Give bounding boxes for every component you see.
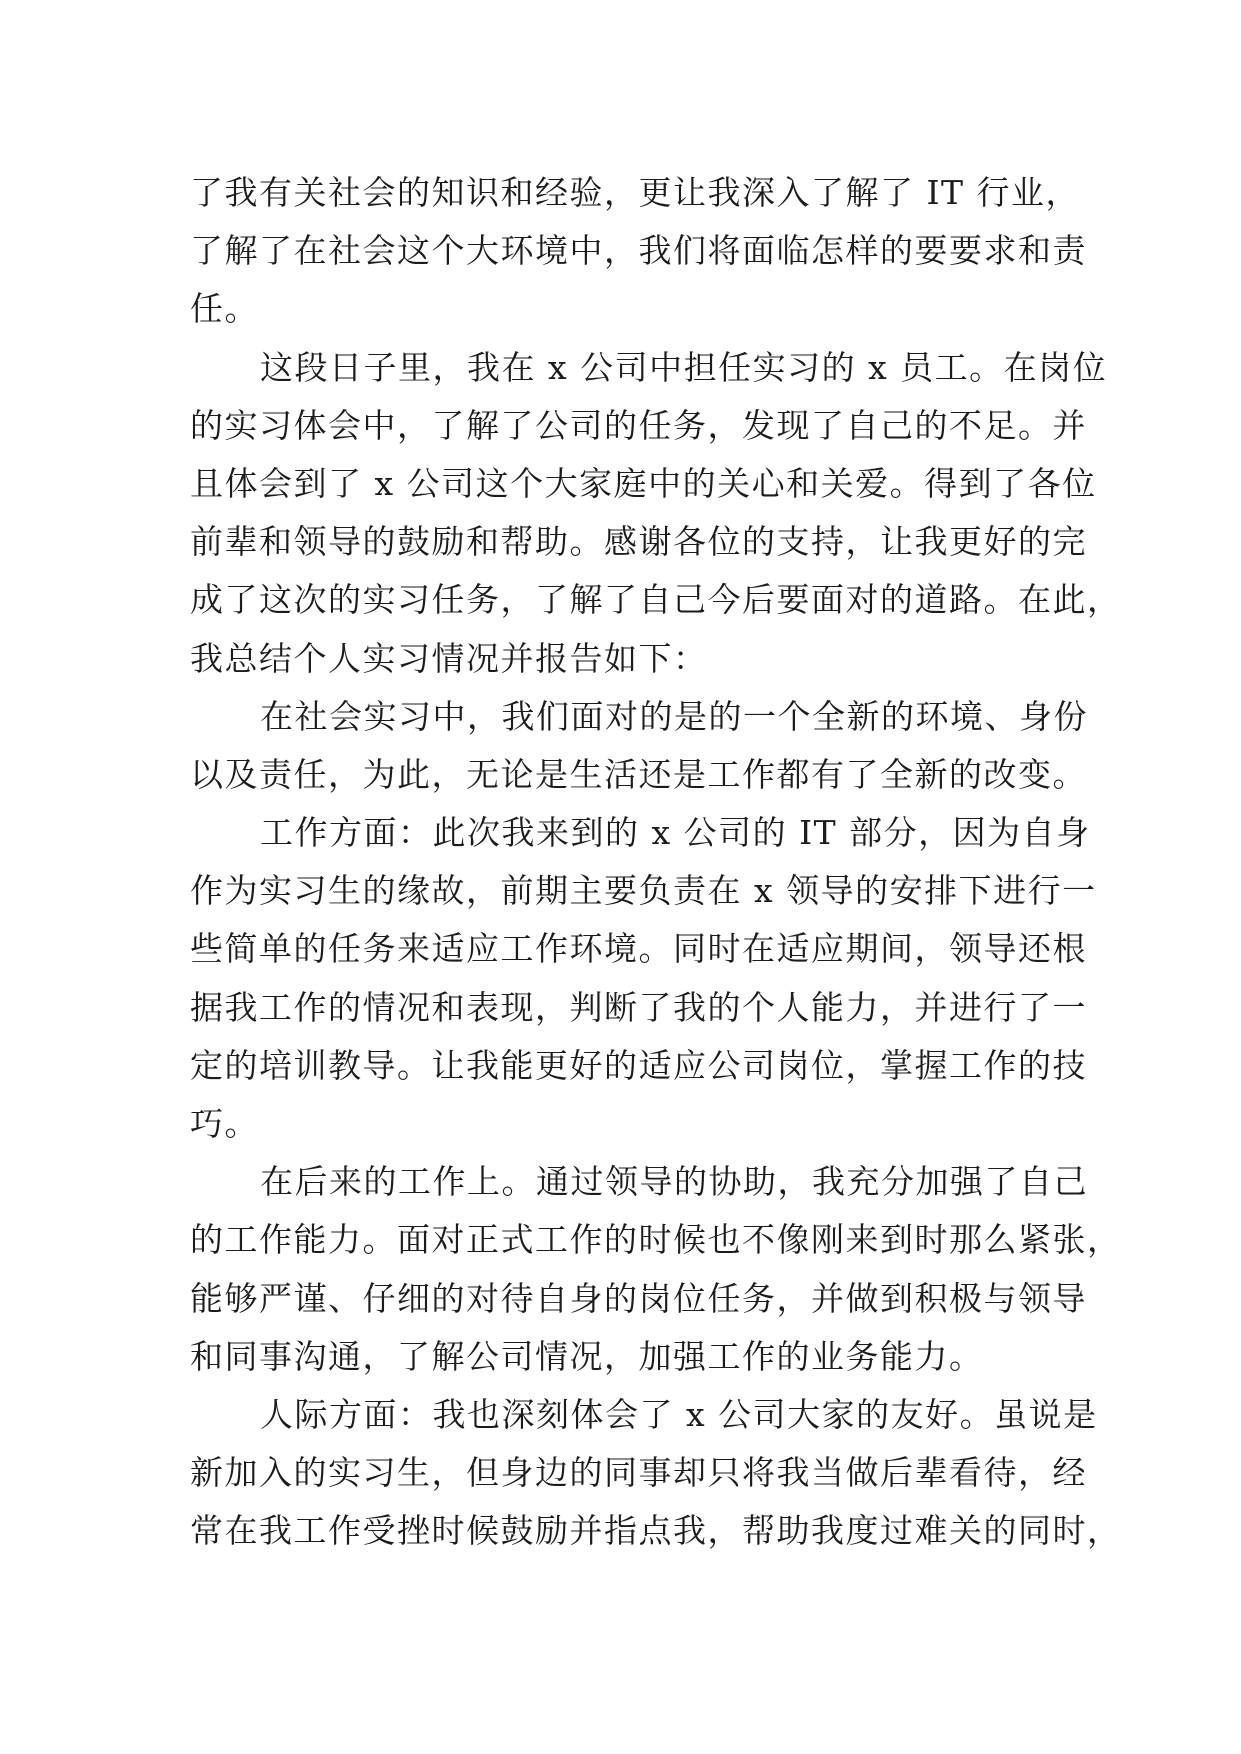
text-line: 在后来的工作上。通过领导的协助，我充分加强了自己	[260, 1162, 1088, 1202]
text-line: 了解了在社会这个大环境中，我们将面临怎样的要要求和责	[190, 231, 1087, 271]
text-line: 作为实习生的缘故，前期主要负责在 x 领导的安排下进行一	[190, 871, 1097, 911]
text-line: 些简单的任务来适应工作环境。同时在适应期间，领导还根	[190, 929, 1087, 969]
text-line: 我总结个人实习情况并报告如下：	[190, 638, 708, 678]
text-line: 人际方面：我也深刻体会了 x 公司大家的友好。虽说是	[260, 1394, 1098, 1434]
text-line: 工作方面：此次我来到的 x 公司的 IT 部分，因为自身	[260, 813, 1091, 853]
text-line: 据我工作的情况和表现，判断了我的个人能力，并进行了一	[190, 987, 1087, 1027]
text-line: 能够严谨、仔细的对待自身的岗位任务，并做到积极与领导	[190, 1278, 1087, 1318]
text-line: 新加入的实习生，但身边的同事却只将我当做后辈看待，经	[190, 1453, 1087, 1493]
text-line: 巧。	[190, 1104, 259, 1143]
text-line: 的实习体会中，了解了公司的任务，发现了自己的不足。并	[190, 405, 1087, 445]
text-line: 成了这次的实习任务，了解了自己今后要面对的道路。在此，	[190, 580, 1122, 620]
text-line: 定的培训教导。让我能更好的适应公司岗位，掌握工作的技	[190, 1045, 1087, 1085]
text-line: 且体会到了 x 公司这个大家庭中的关心和关爱。得到了各位	[190, 463, 1097, 503]
text-line: 在社会实习中，我们面对的是的一个全新的环境、身份	[260, 696, 1088, 736]
text-line: 的工作能力。面对正式工作的时候也不像刚来到时那么紧张，	[190, 1220, 1122, 1260]
text-line: 这段日子里，我在 x 公司中担任实习的 x 员工。在岗位	[260, 347, 1108, 387]
text-line: 常在我工作受挫时候鼓励并指点我，帮助我度过难关的同时，	[190, 1511, 1122, 1551]
text-line: 前辈和领导的鼓励和帮助。感谢各位的支持，让我更好的完	[190, 522, 1087, 562]
document-body	[190, 164, 1122, 1561]
text-line: 任。	[190, 289, 259, 329]
text-line: 了我有关社会的知识和经验，更让我深入了解了 IT 行业，	[190, 173, 1081, 212]
text-line: 和同事沟通，了解公司情况，加强工作的业务能力。	[190, 1336, 984, 1376]
text-line: 以及责任，为此，无论是生活还是工作都有了全新的改变。	[190, 754, 1087, 794]
